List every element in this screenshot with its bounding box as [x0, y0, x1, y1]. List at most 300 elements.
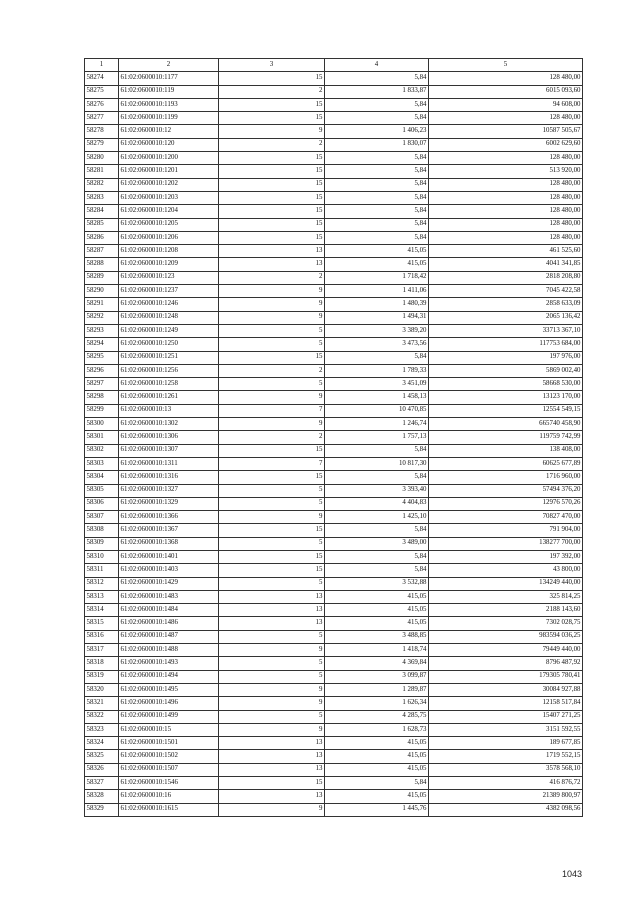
table-row	[85, 644, 583, 657]
cadastral-number-cell: 61:02:0600010:1368	[119, 537, 219, 550]
row-number-cell: 58279	[85, 138, 119, 151]
specific-value-cell: 415,05	[325, 737, 429, 750]
cadastral-number-cell: 61:02:0600010:1311	[119, 457, 219, 470]
cadastral-value-cell: 128 480,00	[429, 205, 583, 218]
cadastral-value-cell: 43 800,00	[429, 564, 583, 577]
specific-value-cell: 5,84	[325, 777, 429, 790]
table-row	[85, 737, 583, 750]
cadastral-number-cell: 61:02:0600010:1306	[119, 431, 219, 444]
specific-value-cell: 415,05	[325, 763, 429, 776]
column-header-3: 3	[219, 59, 325, 72]
specific-value-cell: 3 489,00	[325, 537, 429, 550]
cadastral-value-cell: 791 904,00	[429, 524, 583, 537]
group-code-cell: 2	[219, 138, 325, 151]
row-number-cell: 58302	[85, 444, 119, 457]
group-code-cell: 15	[219, 550, 325, 563]
row-number-cell: 58301	[85, 431, 119, 444]
specific-value-cell: 1 718,42	[325, 271, 429, 284]
table-row	[85, 790, 583, 803]
cadastral-number-cell: 61:02:0600010:120	[119, 138, 219, 151]
row-number-cell: 58328	[85, 790, 119, 803]
row-number-cell: 58313	[85, 590, 119, 603]
group-code-cell: 13	[219, 590, 325, 603]
specific-value-cell: 415,05	[325, 604, 429, 617]
row-number-cell: 58316	[85, 630, 119, 643]
group-code-cell: 15	[219, 205, 325, 218]
group-code-cell: 9	[219, 697, 325, 710]
table-row	[85, 165, 583, 178]
specific-value-cell: 5,84	[325, 471, 429, 484]
cadastral-number-cell: 61:02:0600010:1248	[119, 311, 219, 324]
group-code-cell: 5	[219, 577, 325, 590]
cadastral-number-cell: 61:02:0600010:123	[119, 271, 219, 284]
table-row	[85, 258, 583, 271]
cadastral-value-cell: 7302 028,75	[429, 617, 583, 630]
group-code-cell: 2	[219, 431, 325, 444]
cadastral-number-cell: 61:02:0600010:1251	[119, 351, 219, 364]
row-number-cell: 58322	[85, 710, 119, 723]
specific-value-cell: 3 099,87	[325, 670, 429, 683]
specific-value-cell: 5,84	[325, 218, 429, 231]
cadastral-number-cell: 61:02:0600010:1249	[119, 324, 219, 337]
specific-value-cell: 3 488,85	[325, 630, 429, 643]
group-code-cell: 2	[219, 271, 325, 284]
row-number-cell: 58314	[85, 604, 119, 617]
cadastral-number-cell: 61:02:0600010:1199	[119, 112, 219, 125]
group-code-cell: 15	[219, 564, 325, 577]
cadastral-number-cell: 61:02:0600010:1493	[119, 657, 219, 670]
specific-value-cell: 3 393,40	[325, 484, 429, 497]
specific-value-cell: 5,84	[325, 72, 429, 85]
table-row	[85, 670, 583, 683]
table-row	[85, 683, 583, 696]
cadastral-number-cell: 61:02:0600010:1546	[119, 777, 219, 790]
table-row	[85, 630, 583, 643]
cadastral-value-cell: 1716 960,00	[429, 471, 583, 484]
cadastral-value-cell: 6002 629,60	[429, 138, 583, 151]
specific-value-cell: 1 246,74	[325, 418, 429, 431]
cadastral-number-cell: 61:02:0600010:1501	[119, 737, 219, 750]
specific-value-cell: 10 817,30	[325, 457, 429, 470]
cadastral-number-cell: 61:02:0600010:1193	[119, 98, 219, 111]
table-row	[85, 285, 583, 298]
cadastral-value-cell: 197 392,00	[429, 550, 583, 563]
specific-value-cell: 415,05	[325, 750, 429, 763]
row-number-cell: 58294	[85, 338, 119, 351]
table-row	[85, 471, 583, 484]
specific-value-cell: 1 833,87	[325, 85, 429, 98]
table-row	[85, 338, 583, 351]
table-row	[85, 590, 583, 603]
table-row	[85, 72, 583, 85]
specific-value-cell: 415,05	[325, 245, 429, 258]
cadastral-number-cell: 61:02:0600010:1237	[119, 285, 219, 298]
table-row	[85, 777, 583, 790]
column-header-1: 1	[85, 59, 119, 72]
table-row	[85, 85, 583, 98]
cadastral-value-cell: 189 677,85	[429, 737, 583, 750]
group-code-cell: 13	[219, 604, 325, 617]
cadastral-value-cell: 325 814,25	[429, 590, 583, 603]
specific-value-cell: 1 425,10	[325, 511, 429, 524]
cadastral-value-cell: 2858 633,09	[429, 298, 583, 311]
table-row	[85, 351, 583, 364]
table-row	[85, 803, 583, 816]
row-number-cell: 58283	[85, 191, 119, 204]
cadastral-number-cell: 61:02:0600010:1250	[119, 338, 219, 351]
table-row	[85, 484, 583, 497]
specific-value-cell: 1 418,74	[325, 644, 429, 657]
group-code-cell: 15	[219, 152, 325, 165]
column-header-2: 2	[119, 59, 219, 72]
cadastral-value-cell: 134249 440,00	[429, 577, 583, 590]
table-row	[85, 697, 583, 710]
group-code-cell: 9	[219, 803, 325, 816]
cadastral-number-cell: 61:02:0600010:1487	[119, 630, 219, 643]
group-code-cell: 15	[219, 777, 325, 790]
specific-value-cell: 1 480,39	[325, 298, 429, 311]
cadastral-value-cell: 179305 780,41	[429, 670, 583, 683]
specific-value-cell: 5,84	[325, 231, 429, 244]
row-number-cell: 58296	[85, 364, 119, 377]
row-number-cell: 58278	[85, 125, 119, 138]
row-number-cell: 58298	[85, 391, 119, 404]
row-number-cell: 58315	[85, 617, 119, 630]
row-number-cell: 58318	[85, 657, 119, 670]
group-code-cell: 15	[219, 191, 325, 204]
cadastral-number-cell: 61:02:0600010:1615	[119, 803, 219, 816]
cadastral-number-cell: 61:02:0600010:1366	[119, 511, 219, 524]
table-row	[85, 564, 583, 577]
cadastral-number-cell: 61:02:0600010:1258	[119, 378, 219, 391]
table-row	[85, 191, 583, 204]
cadastral-number-cell: 61:02:0600010:13	[119, 404, 219, 417]
table-row	[85, 524, 583, 537]
table-row	[85, 763, 583, 776]
table-row	[85, 324, 583, 337]
cadastral-number-cell: 61:02:0600010:1209	[119, 258, 219, 271]
table-row	[85, 723, 583, 736]
table-row	[85, 298, 583, 311]
table-row	[85, 577, 583, 590]
cadastral-number-cell: 61:02:0600010:1208	[119, 245, 219, 258]
row-number-cell: 58308	[85, 524, 119, 537]
cadastral-number-cell: 61:02:0600010:1367	[119, 524, 219, 537]
row-number-cell: 58285	[85, 218, 119, 231]
group-code-cell: 15	[219, 98, 325, 111]
cadastral-value-cell: 7045 422,58	[429, 285, 583, 298]
cadastral-number-cell: 61:02:0600010:1499	[119, 710, 219, 723]
specific-value-cell: 5,84	[325, 550, 429, 563]
group-code-cell: 15	[219, 471, 325, 484]
table-row	[85, 98, 583, 111]
specific-value-cell: 5,84	[325, 444, 429, 457]
cadastral-value-cell: 58668 530,00	[429, 378, 583, 391]
row-number-cell: 58288	[85, 258, 119, 271]
row-number-cell: 58327	[85, 777, 119, 790]
cadastral-value-cell: 1719 552,15	[429, 750, 583, 763]
cadastral-value-cell: 13123 170,00	[429, 391, 583, 404]
row-number-cell: 58291	[85, 298, 119, 311]
cadastral-number-cell: 61:02:0600010:1496	[119, 697, 219, 710]
table-row	[85, 112, 583, 125]
row-number-cell: 58307	[85, 511, 119, 524]
cadastral-value-cell: 128 480,00	[429, 112, 583, 125]
row-number-cell: 58311	[85, 564, 119, 577]
cadastral-value-cell: 57494 376,20	[429, 484, 583, 497]
row-number-cell: 58299	[85, 404, 119, 417]
row-number-cell: 58284	[85, 205, 119, 218]
cadastral-number-cell: 61:02:0600010:1206	[119, 231, 219, 244]
cadastral-number-cell: 61:02:0600010:1403	[119, 564, 219, 577]
row-number-cell: 58287	[85, 245, 119, 258]
specific-value-cell: 4 404,83	[325, 497, 429, 510]
table-row	[85, 125, 583, 138]
specific-value-cell: 4 285,75	[325, 710, 429, 723]
cadastral-value-cell: 128 480,00	[429, 152, 583, 165]
specific-value-cell: 415,05	[325, 617, 429, 630]
specific-value-cell: 3 532,88	[325, 577, 429, 590]
specific-value-cell: 3 389,20	[325, 324, 429, 337]
cadastral-number-cell: 61:02:0600010:12	[119, 125, 219, 138]
specific-value-cell: 10 470,85	[325, 404, 429, 417]
table-row	[85, 750, 583, 763]
cadastral-number-cell: 61:02:0600010:1316	[119, 471, 219, 484]
row-number-cell: 58312	[85, 577, 119, 590]
cadastral-value-cell: 138277 700,00	[429, 537, 583, 550]
table-row	[85, 457, 583, 470]
table-row	[85, 311, 583, 324]
specific-value-cell: 5,84	[325, 178, 429, 191]
cadastral-value-cell: 12976 570,26	[429, 497, 583, 510]
cadastral-value-cell: 2818 208,80	[429, 271, 583, 284]
cadastral-value-cell: 15407 271,25	[429, 710, 583, 723]
specific-value-cell: 3 473,56	[325, 338, 429, 351]
specific-value-cell: 5,84	[325, 205, 429, 218]
table-row	[85, 245, 583, 258]
cadastral-value-cell: 30084 927,88	[429, 683, 583, 696]
specific-value-cell: 1 830,07	[325, 138, 429, 151]
table-row	[85, 205, 583, 218]
cadastral-number-cell: 61:02:0600010:1261	[119, 391, 219, 404]
row-number-cell: 58309	[85, 537, 119, 550]
table-row	[85, 497, 583, 510]
cadastral-value-cell: 128 480,00	[429, 231, 583, 244]
row-number-cell: 58280	[85, 152, 119, 165]
cadastral-value-cell: 665740 458,90	[429, 418, 583, 431]
group-code-cell: 13	[219, 737, 325, 750]
cadastral-number-cell: 61:02:0600010:1177	[119, 72, 219, 85]
row-number-cell: 58290	[85, 285, 119, 298]
group-code-cell: 5	[219, 710, 325, 723]
cadastral-value-cell: 12158 517,84	[429, 697, 583, 710]
row-number-cell: 58306	[85, 497, 119, 510]
cadastral-value-cell: 416 876,72	[429, 777, 583, 790]
table-row	[85, 710, 583, 723]
group-code-cell: 9	[219, 418, 325, 431]
table-row	[85, 617, 583, 630]
group-code-cell: 5	[219, 378, 325, 391]
group-code-cell: 9	[219, 723, 325, 736]
cadastral-number-cell: 61:02:0600010:1204	[119, 205, 219, 218]
cadastral-number-cell: 61:02:0600010:1483	[119, 590, 219, 603]
cadastral-value-cell: 2188 143,60	[429, 604, 583, 617]
specific-value-cell: 4 369,84	[325, 657, 429, 670]
row-number-cell: 58277	[85, 112, 119, 125]
table-row	[85, 657, 583, 670]
table-row	[85, 418, 583, 431]
row-number-cell: 58289	[85, 271, 119, 284]
specific-value-cell: 5,84	[325, 112, 429, 125]
group-code-cell: 15	[219, 231, 325, 244]
row-number-cell: 58305	[85, 484, 119, 497]
specific-value-cell: 5,84	[325, 524, 429, 537]
cadastral-value-cell: 128 480,00	[429, 72, 583, 85]
cadastral-value-cell: 33713 367,10	[429, 324, 583, 337]
group-code-cell: 13	[219, 763, 325, 776]
table-row	[85, 391, 583, 404]
row-number-cell: 58276	[85, 98, 119, 111]
cadastral-number-cell: 61:02:0600010:1486	[119, 617, 219, 630]
group-code-cell: 13	[219, 617, 325, 630]
specific-value-cell: 5,84	[325, 165, 429, 178]
group-code-cell: 9	[219, 683, 325, 696]
group-code-cell: 2	[219, 364, 325, 377]
cadastral-number-cell: 61:02:0600010:1495	[119, 683, 219, 696]
specific-value-cell: 1 445,76	[325, 803, 429, 816]
cadastral-value-cell: 3151 592,55	[429, 723, 583, 736]
row-number-cell: 58292	[85, 311, 119, 324]
specific-value-cell: 1 626,34	[325, 697, 429, 710]
group-code-cell: 15	[219, 218, 325, 231]
group-code-cell: 9	[219, 391, 325, 404]
table-row	[85, 550, 583, 563]
row-number-cell: 58295	[85, 351, 119, 364]
row-number-cell: 58326	[85, 763, 119, 776]
row-number-cell: 58321	[85, 697, 119, 710]
cadastral-number-cell: 61:02:0600010:1488	[119, 644, 219, 657]
row-number-cell: 58275	[85, 85, 119, 98]
row-number-cell: 58329	[85, 803, 119, 816]
cadastral-number-cell: 61:02:0600010:1484	[119, 604, 219, 617]
group-code-cell: 5	[219, 484, 325, 497]
row-number-cell: 58323	[85, 723, 119, 736]
specific-value-cell: 415,05	[325, 590, 429, 603]
table-row	[85, 178, 583, 191]
cadastral-value-cell: 4382 098,56	[429, 803, 583, 816]
group-code-cell: 7	[219, 404, 325, 417]
cadastral-value-cell: 2065 136,42	[429, 311, 583, 324]
group-code-cell: 5	[219, 657, 325, 670]
page-number: 1043	[561, 869, 582, 879]
table-row	[85, 604, 583, 617]
cadastral-number-cell: 61:02:0600010:1201	[119, 165, 219, 178]
cadastral-value-cell: 5869 002,40	[429, 364, 583, 377]
cadastral-value-cell: 128 480,00	[429, 178, 583, 191]
cadastral-number-cell: 61:02:0600010:1246	[119, 298, 219, 311]
group-code-cell: 15	[219, 72, 325, 85]
group-code-cell: 15	[219, 351, 325, 364]
group-code-cell: 5	[219, 338, 325, 351]
group-code-cell: 5	[219, 497, 325, 510]
group-code-cell: 15	[219, 112, 325, 125]
row-number-cell: 58281	[85, 165, 119, 178]
cadastral-value-cell: 461 525,60	[429, 245, 583, 258]
group-code-cell: 5	[219, 537, 325, 550]
cadastral-value-cell: 94 608,00	[429, 98, 583, 111]
specific-value-cell: 5,84	[325, 98, 429, 111]
specific-value-cell: 1 411,06	[325, 285, 429, 298]
specific-value-cell: 5,84	[325, 191, 429, 204]
specific-value-cell: 1 406,23	[325, 125, 429, 138]
cadastral-number-cell: 61:02:0600010:16	[119, 790, 219, 803]
specific-value-cell: 5,84	[325, 351, 429, 364]
specific-value-cell: 1 789,33	[325, 364, 429, 377]
row-number-cell: 58274	[85, 72, 119, 85]
cadastral-number-cell: 61:02:0600010:1401	[119, 550, 219, 563]
cadastral-number-cell: 61:02:0600010:15	[119, 723, 219, 736]
table-row	[85, 218, 583, 231]
cadastral-value-cell: 117753 684,00	[429, 338, 583, 351]
table-body	[85, 72, 583, 817]
cadastral-value-cell: 983594 036,25	[429, 630, 583, 643]
row-number-cell: 58293	[85, 324, 119, 337]
specific-value-cell: 1 289,87	[325, 683, 429, 696]
table-row	[85, 231, 583, 244]
column-header-5: 5	[429, 59, 583, 72]
row-number-cell: 58303	[85, 457, 119, 470]
table-row	[85, 271, 583, 284]
group-code-cell: 9	[219, 125, 325, 138]
specific-value-cell: 415,05	[325, 258, 429, 271]
group-code-cell: 9	[219, 644, 325, 657]
group-code-cell: 9	[219, 298, 325, 311]
cadastral-number-cell: 61:02:0600010:1329	[119, 497, 219, 510]
cadastral-number-cell: 61:02:0600010:1327	[119, 484, 219, 497]
cadastral-value-cell: 119759 742,99	[429, 431, 583, 444]
table-row	[85, 404, 583, 417]
row-number-cell: 58324	[85, 737, 119, 750]
table-row	[85, 378, 583, 391]
table-row	[85, 537, 583, 550]
cadastral-value-cell: 60625 677,89	[429, 457, 583, 470]
cadastral-number-cell: 61:02:0600010:119	[119, 85, 219, 98]
row-number-cell: 58319	[85, 670, 119, 683]
cadastral-number-cell: 61:02:0600010:1507	[119, 763, 219, 776]
group-code-cell: 7	[219, 457, 325, 470]
specific-value-cell: 1 458,13	[325, 391, 429, 404]
table-row	[85, 511, 583, 524]
cadastral-value-cell: 197 976,00	[429, 351, 583, 364]
cadastral-value-cell: 4041 341,85	[429, 258, 583, 271]
group-code-cell: 9	[219, 511, 325, 524]
cadastral-number-cell: 61:02:0600010:1494	[119, 670, 219, 683]
cadastral-number-cell: 61:02:0600010:1200	[119, 152, 219, 165]
cadastral-value-cell: 138 408,00	[429, 444, 583, 457]
row-number-cell: 58320	[85, 683, 119, 696]
table-row	[85, 138, 583, 151]
group-code-cell: 13	[219, 750, 325, 763]
table-row	[85, 364, 583, 377]
row-number-cell: 58317	[85, 644, 119, 657]
group-code-cell: 5	[219, 630, 325, 643]
cadastral-value-cell: 3578 568,10	[429, 763, 583, 776]
cadastral-number-cell: 61:02:0600010:1256	[119, 364, 219, 377]
cadastral-number-cell: 61:02:0600010:1203	[119, 191, 219, 204]
specific-value-cell: 3 451,09	[325, 378, 429, 391]
row-number-cell: 58310	[85, 550, 119, 563]
cadastral-value-cell: 513 920,00	[429, 165, 583, 178]
